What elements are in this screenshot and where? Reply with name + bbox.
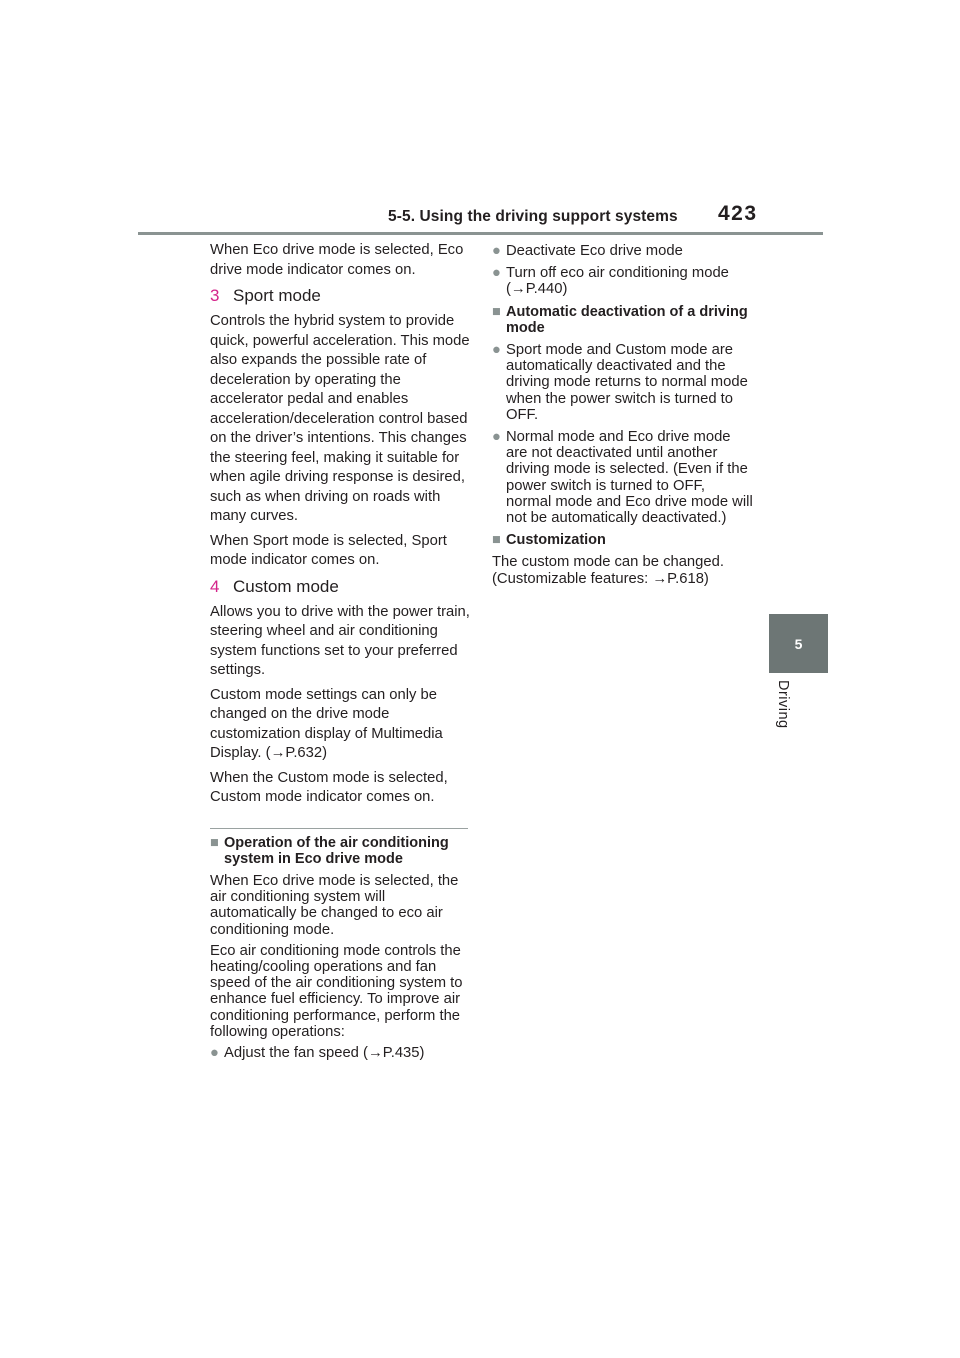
deactivate-eco-bullet: Deactivate Eco drive mode bbox=[506, 243, 683, 259]
sport-mode-title: Sport mode bbox=[233, 286, 321, 305]
list-item bbox=[492, 243, 754, 259]
custom-mode-heading bbox=[210, 576, 472, 598]
custom-mode-settings-text: Custom mode settings can only be changed on the drive mode customization display of Multimedia Display. (→P.632) bbox=[210, 686, 443, 761]
chapter-tab bbox=[769, 614, 828, 673]
air-conditioning-title: Operation of the air conditioning system in Eco drive mode bbox=[224, 834, 449, 867]
sport-mode-indicator-text: When Sport mode is selected, Sport mode indicator comes on. bbox=[210, 532, 447, 568]
page-number: 423 bbox=[718, 202, 758, 225]
sport-mode-heading bbox=[210, 285, 472, 307]
custom-mode-title: Custom mode bbox=[233, 576, 339, 596]
right-column bbox=[492, 241, 754, 592]
bullet-icon: ● bbox=[492, 265, 501, 282]
fan-speed-bullet: Adjust the fan speed (→P.435) bbox=[224, 1044, 425, 1061]
custom-mode-indicator-text: When the Custom mode is selected, Custom mode indicator comes on. bbox=[210, 769, 448, 805]
header-rule bbox=[138, 232, 823, 235]
customization-text: The custom mode can be changed. (Customizable features: →P.618) bbox=[492, 554, 724, 587]
square-marker-icon: ■ bbox=[492, 303, 501, 320]
air-conditioning-text-1: When Eco drive mode is selected, the air conditioning system will automatically be changed to eco air conditioning mode. bbox=[210, 872, 459, 938]
eco-intro-text: When Eco drive mode is selected, Eco drive mode indicator comes on. bbox=[210, 242, 464, 278]
bullet-icon: ● bbox=[492, 342, 501, 359]
chapter-label: Driving bbox=[775, 680, 791, 729]
air-conditioning-heading bbox=[210, 835, 472, 867]
custom-mode-number: 4 bbox=[210, 576, 220, 596]
auto-deactivation-heading bbox=[492, 304, 754, 336]
auto-deactivation-bullet-1: Sport mode and Custom mode are automatically deactivated and the driving mode returns to normal mode when the power switch is turned to OFF. bbox=[506, 342, 748, 423]
auto-deactivation-bullet-2: Normal mode and Eco drive mode are not deactivated until another driving mode is selected. (Even if the power switch is turned to OFF, normal mode and Eco drive mode will not be automatically deactivated.) bbox=[506, 429, 753, 527]
square-marker-icon: ■ bbox=[210, 834, 219, 851]
section-title: 5-5. Using the driving support systems bbox=[388, 208, 678, 225]
sport-mode-description: Controls the hybrid system to provide quick, powerful acceleration. This mode also expands the possible rate of deceleration by operating the accelerator pedal and enables acceleration/deceleration control based on the driver’s intentions. This changes the steering feel, making it suitable for when agile driving response is desired, such as when driving on roads with many curves. bbox=[210, 313, 470, 524]
customization-title: Customization bbox=[506, 532, 606, 549]
list-item bbox=[492, 265, 754, 297]
square-marker-icon: ■ bbox=[492, 532, 501, 549]
list-item bbox=[492, 429, 754, 526]
auto-deactivation-title: Automatic deactivation of a driving mode bbox=[506, 303, 748, 336]
bullet-icon: ● bbox=[492, 243, 501, 259]
list-item bbox=[210, 1045, 472, 1061]
sport-mode-number: 3 bbox=[210, 286, 220, 305]
section-divider bbox=[210, 828, 468, 829]
air-conditioning-text-2: Eco air conditioning mode controls the heating/cooling operations and fan speed of the air conditioning system to enhance fuel efficiency. To improve air conditioning performance, perform the following operations: bbox=[210, 942, 463, 1040]
bullet-icon: ● bbox=[210, 1044, 219, 1061]
list-item bbox=[492, 342, 754, 423]
bullet-icon: ● bbox=[492, 429, 501, 446]
eco-ac-off-bullet: Turn off eco air conditioning mode (→P.440) bbox=[506, 265, 729, 298]
customization-heading bbox=[492, 532, 754, 548]
custom-mode-description: Allows you to drive with the power train, steering wheel and air conditioning system functions set to your preferred settings. bbox=[210, 603, 470, 678]
left-column bbox=[210, 241, 472, 1067]
chapter-number: 5 bbox=[794, 635, 803, 652]
